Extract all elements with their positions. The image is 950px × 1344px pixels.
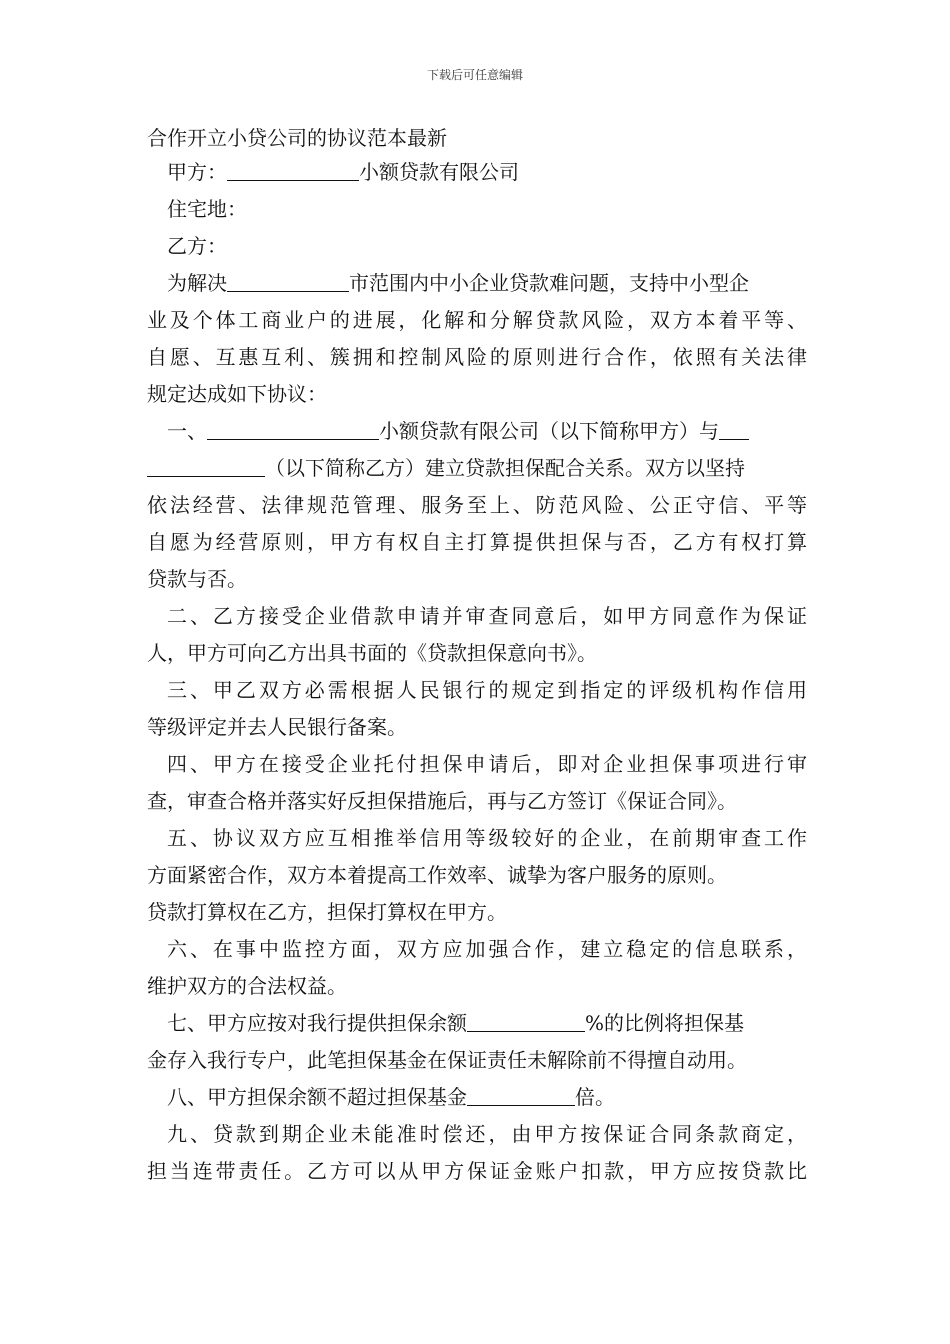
clause-3-line-2: 等级评定并去人民银行备案。 xyxy=(147,715,407,739)
intro-line-4: 规定达成如下协议： xyxy=(147,382,327,406)
document-title: 合作开立小贷公司的协议范本最新 xyxy=(147,126,447,150)
company-blank xyxy=(207,415,379,440)
party-a-label: 甲方： xyxy=(167,160,227,184)
clause-4-line-2: 查，审查合格并落实好反担保措施后，再与乙方签订《保证合同》。 xyxy=(147,789,737,813)
clause-7-text: 七、甲方应按对我行提供担保余额 xyxy=(167,1011,467,1035)
percentage-blank xyxy=(467,1007,585,1032)
clause-1-line-5: 贷款与否。 xyxy=(147,567,247,591)
multiple-blank xyxy=(467,1081,575,1106)
clause-7-line-1 xyxy=(147,1005,807,1042)
intro-line-3: 自愿、互惠互利、簇拥和控制风险的原则进行合作，依照有关法律 xyxy=(147,345,807,369)
clause-1-line-2 xyxy=(147,450,807,487)
document-body xyxy=(147,154,807,1190)
clause-5-line-1: 五、协议双方应互相推举信用等级较好的企业，在前期审查工作 xyxy=(167,826,807,850)
party-a-suffix: 小额贷款有限公司 xyxy=(359,160,519,184)
clause-2-line-2: 人，甲方可向乙方出具书面的《贷款担保意向书》。 xyxy=(147,641,597,665)
party-b-blank-start xyxy=(719,415,749,440)
clause-8-line xyxy=(147,1079,807,1116)
clause-4-line-1: 四、甲方在接受企业托付担保申请后，即对企业担保事项进行审 xyxy=(167,752,807,776)
intro-line-1 xyxy=(147,265,807,302)
clause-9-line-2: 担当连带责任。乙方可以从甲方保证金账户扣款，甲方应按贷款比 xyxy=(147,1159,807,1183)
clause-1-text-2: （以下简称乙方）建立贷款担保配合关系。双方以坚持 xyxy=(265,456,745,480)
address-line: 住宅地： xyxy=(167,197,247,221)
party-b-line: 乙方： xyxy=(167,234,227,258)
clause-3-line-1: 三、甲乙双方必需根据人民银行的规定到指定的评级机构作信用 xyxy=(167,678,807,702)
page-header: 下载后可任意编辑 xyxy=(426,68,523,82)
clause-9-line-1: 九、贷款到期企业未能准时偿还，由甲方按保证合同条款商定， xyxy=(167,1122,807,1146)
party-a-line xyxy=(147,154,807,191)
clause-8-text-2: 倍。 xyxy=(575,1085,615,1109)
clause-1-number: 一、 xyxy=(167,419,207,443)
intro-prefix: 为解决 xyxy=(167,271,227,295)
clause-6-line-1: 六、在事中监控方面，双方应加强合作，建立稳定的信息联系， xyxy=(167,937,807,961)
clause-8-text: 八、甲方担保余额不超过担保基金 xyxy=(167,1085,467,1109)
clause-1-line-1 xyxy=(147,413,807,450)
clause-5-line-3: 贷款打算权在乙方，担保打算权在甲方。 xyxy=(147,900,507,924)
clause-7-line-2: 金存入我行专户，此笔担保基金在保证责任未解除前不得擅自动用。 xyxy=(147,1048,747,1072)
city-blank xyxy=(227,267,349,292)
clause-2-line-1: 二、乙方接受企业借款申请并审查同意后，如甲方同意作为保证 xyxy=(167,604,807,628)
intro-line-2: 业及个体工商业户的进展，化解和分解贷款风险，双方本着平等、 xyxy=(147,308,807,332)
clause-1-text: 小额贷款有限公司（以下简称甲方）与 xyxy=(379,419,719,443)
clause-1-line-4: 自愿为经营原则，甲方有权自主打算提供担保与否，乙方有权打算 xyxy=(147,530,807,554)
clause-7-text-2: %的比例将担保基 xyxy=(585,1011,745,1035)
intro-suffix: 市范围内中小企业贷款难问题，支持中小型企 xyxy=(349,271,749,295)
party-a-blank xyxy=(227,156,359,181)
clause-5-line-2: 方面紧密合作，双方本着提高工作效率、诚挚为客户服务的原则。 xyxy=(147,863,727,887)
clause-1-line-3: 依法经营、法律规范管理、服务至上、防范风险、公正守信、平等 xyxy=(147,493,807,517)
party-b-blank-end xyxy=(147,452,265,477)
clause-6-line-2: 维护双方的合法权益。 xyxy=(147,974,347,998)
